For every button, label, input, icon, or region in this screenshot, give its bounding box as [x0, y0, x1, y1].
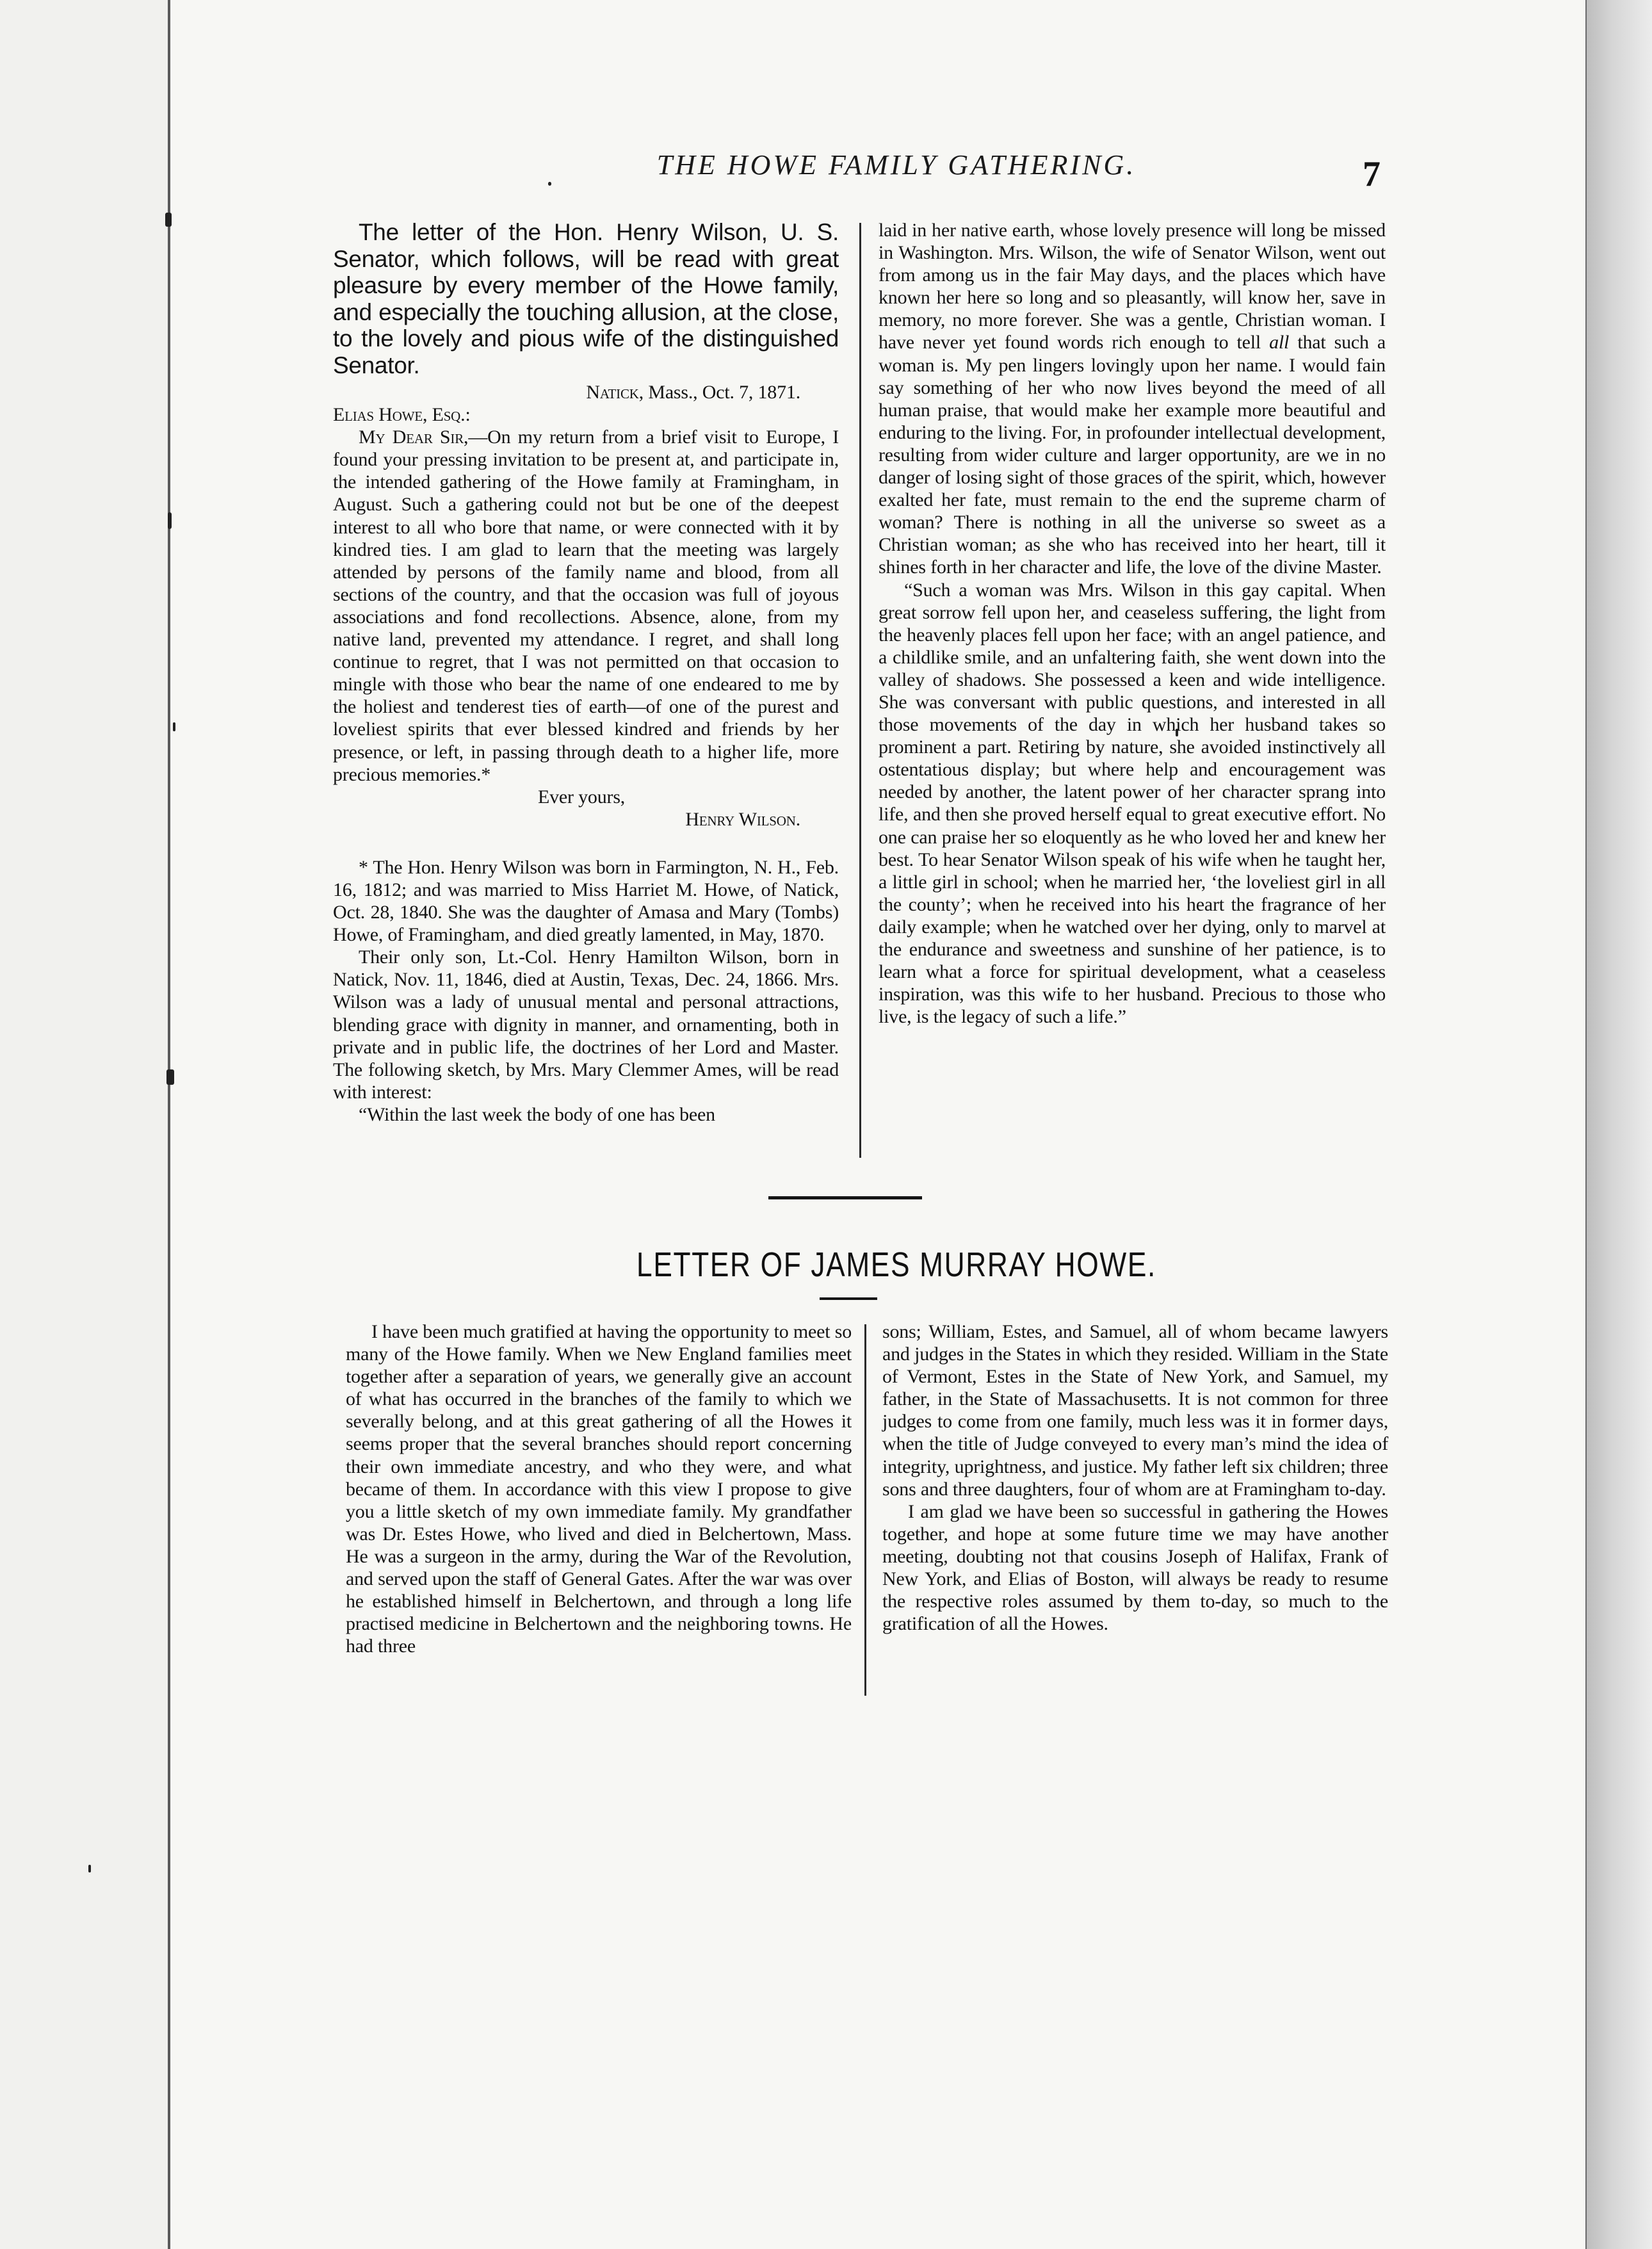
- footnote-paragraph-1: * The Hon. Henry Wilson was born in Farmington, N. H., Feb. 16, 1812; and was married to Miss Harriet M. Howe, of Natick, Oct. 28, 1840. She was the daughter of Amasa and Mary (Tombs) Howe, of Framingham, and died greatly lamented, in May, 1870.: [333, 856, 839, 946]
- letter-salutation: Elias Howe, Esq.:: [333, 404, 471, 426]
- scan-speck: [88, 1865, 91, 1872]
- howe-paragraph-2: I am glad we have been so successful in gathering the Howes together, and hope at some future time we may have another meeting, doubting not that cousins Joseph of Halifax, Frank of New York, and Elias of Boston, will always be ready to resume the respective roles assumed by them to-day, so much to the gratification of all the Howes.: [882, 1500, 1388, 1635]
- scan-speck: [166, 1069, 174, 1085]
- intro-paragraph: The letter of the Hon. Henry Wilson, U. S. Senator, which follows, will be read with great pleasure by every member of the Howe family, and especially the touching allusion, at the close, to the lovely and pious wife of the distinguished Senator.: [333, 219, 839, 378]
- binding-edge-left: [168, 0, 170, 2249]
- column-left-top: [333, 219, 839, 1126]
- quote-paragraph-1: [879, 219, 1386, 579]
- quote-start: “Within the last week the body of one has been: [359, 1103, 715, 1125]
- column-right-top: [879, 219, 1386, 1028]
- section-divider-rule: [768, 1196, 922, 1199]
- quote-emphasis: all: [1269, 332, 1290, 353]
- letter-signature: Henry Wilson.: [685, 808, 800, 830]
- column-left-bottom: [346, 1320, 852, 1657]
- running-head: THE HOWE FAMILY GATHERING.: [656, 149, 1137, 181]
- scan-speck: [173, 722, 175, 731]
- dateline-place: Natick,: [586, 382, 644, 403]
- letter-body-text: —On my return from a brief visit to Europe, I found your pressing invitation to be present at, and participate in, the intended gathering of the Howe family at Framingham, in August. Such a gathering could not but be one of the deepest interest to all who bore that name, or were connected with it by kindred ties. I am glad to learn that the meeting was largely attended by persons of the family name and blood, from all sections of the country, and that the occasion was full of joyous associations and fond recollections. Absence, alone, from my native land, prevented my attendance. I regret, and shall long continue to regret, that I was not permitted on that occasion to mingle with those who bear the name of one endeared to me by the holiest and tenderest ties of earth—of one of the purest and loveliest spirits that ever blessed kindred and friends by her presence, or left, in passing through death to a higher life, more precious memories.*: [333, 426, 839, 785]
- column-right-bottom: [882, 1320, 1388, 1635]
- column-rule-lower: [864, 1324, 866, 1696]
- scan-speck: [168, 512, 172, 529]
- howe-paragraph-1-continued: sons; William, Estes, and Samuel, all of whom became lawyers and judges in the States in which they resided. William in the State of Vermont, Estes in the State of New York, and Samuel, my father, in the State of Massachusetts. It is not common for three judges to come from one family, much less was it in former days, when the title of Judge conveyed to every man’s mind the idea of integrity, uprightness, and justice. My father left six children; three sons and three daughters, four of whom are at Framingham to-day.: [882, 1321, 1388, 1500]
- letter-closing: Ever yours,: [538, 786, 626, 808]
- letter-opening: My Dear Sir,: [359, 426, 469, 448]
- quote-paragraph-2: “Such a woman was Mrs. Wilson in this gay capital. When great sorrow fell upon her, and ceaseless suffering, the light from the heavenly places fell upon her face; with an angel patience, and a childlike smile, and an unfaltering faith, she went down into the valley of shadows. She possessed a keen and wide intelligence. She was conversant with public questions, and interested in all those movements of the day in which her husband takes so prominent a part. Retiring by nature, she avoided instinctively all ostentatious display; but where help and encouragement was needed by another, the latent power of her character sprang into life, and then she proved herself equal to great executive effort. No one can praise her so eloquently as he who loved her and knew her best. To hear Senator Wilson speak of his wife when he taught her, a little girl in school; when he married her, ‘the loveliest girl in all the county’; when he received into his heart the fragrance of her daily example; when he watched over her dying, only to marvel at the endurance and sweetness and sunshine of her patience, is to learn what a force for spiritual development, what a ceaseless inspiration, was this wife to her husband. Precious to those who live, is the legacy of such a life.”: [879, 579, 1386, 1028]
- footnote-paragraph-2: Their only son, Lt.-Col. Henry Hamilton Wilson, born in Natick, Nov. 11, 1846, died at Austin, Texas, Dec. 24, 1866. Mrs. Wilson was a lady of unusual mental and personal attractions, blending grace with dignity in manner, and ornamenting, both in private and in public life, the doctrines of her Lord and Master. The following sketch, by Mrs. Mary Clemmer Ames, will be read with interest:: [333, 946, 839, 1103]
- section-title: LETTER OF JAMES MURRAY HOWE.: [636, 1246, 1156, 1284]
- letter-body: [333, 426, 839, 786]
- left-page-margin: [0, 0, 170, 2249]
- right-page-shadow: [1587, 0, 1652, 2249]
- title-underline-rule: [820, 1297, 877, 1300]
- page-number: 7: [1363, 154, 1381, 194]
- dateline-date: Mass., Oct. 7, 1871.: [648, 382, 800, 403]
- scan-speck: [165, 213, 172, 227]
- quote-text-2: that such a woman is. My pen lingers lovingly upon her name. I would fain say something of her who now lives beyond the meed of all human praise, that would make her example more beautiful and enduring to the living. For, in profounder intellectual development, resulting from wider culture and larger opportunity, are we in no danger of losing sight of those graces of the spirit, which, however exalted her fate, must remain to the end the supreme charm of woman? There is nothing in all the universe so sweet as a Christian woman; as she who has received into her heart, till it shines forth in her character and life, the love of the divine Master.: [879, 332, 1386, 578]
- scan-speck: [548, 182, 551, 186]
- column-rule: [859, 223, 861, 1158]
- howe-paragraph-1: I have been much gratified at having the opportunity to meet so many of the Howe family. When we New England families meet together after a separation of years, we generally give an account of what has occurred in the branches of the family to which we severally belong, and at this great gathering of all the Howes it seems proper that the several branches should report concerning their own immediate ancestry, and who they were, and what became of them. In accordance with this view I propose to give you a little sketch of my own immediate family. My grandfather was Dr. Estes Howe, who lived and died in Belchertown, Mass. He was a surgeon in the army, during the War of the Revolution, and served upon the staff of General Gates. After the war was over he established himself in Belchertown, and through a long life practised medicine in Belchertown and the neighboring towns. He had three: [346, 1321, 852, 1657]
- letter-dateline: [333, 381, 839, 403]
- quote-text-1: laid in her native earth, whose lovely presence will long be missed in Washington. Mrs. Wilson, the wife of Senator Wilson, went out from among us in the fair May days, and the places which have known her here so long and so pleasantly, will know her, save in memory, no more forever. She was a gentle, Christian woman. I have never yet found words rich enough to tell: [879, 220, 1386, 353]
